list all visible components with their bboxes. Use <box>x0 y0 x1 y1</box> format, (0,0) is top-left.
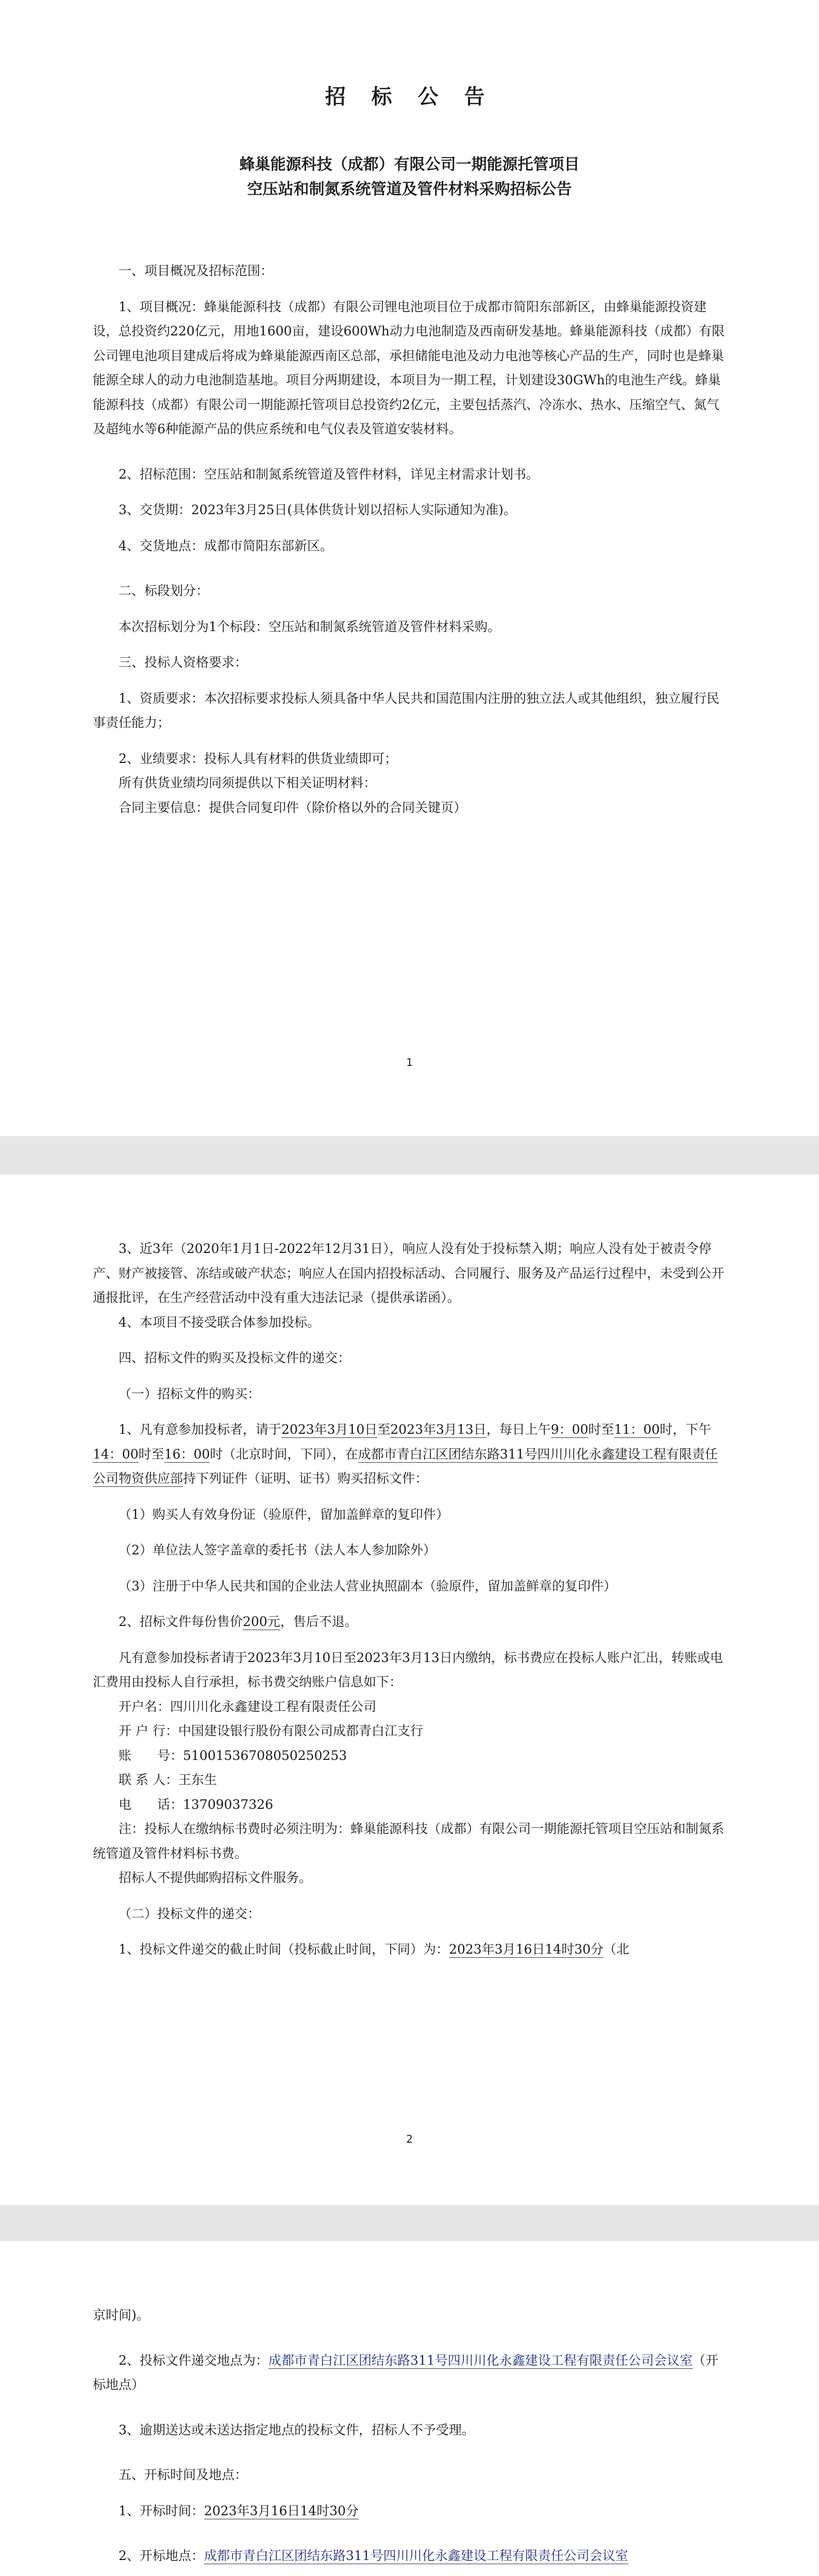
document-page-1 <box>0 0 819 1136</box>
document-title: 招 标 公 告 <box>325 84 494 109</box>
required-document-2: （2）单位法人签字盖章的委托书（法人本人参加除外） <box>119 1543 436 1557</box>
subsection-purchase-heading: （一）招标文件的购买： <box>119 1386 261 1401</box>
section-3-heading: 三、投标人资格要求： <box>119 655 248 670</box>
page-1-content <box>93 77 726 820</box>
compliance-requirement-paragraph: 3、近3年（2020年1月1日-2022年12月31日），响应人没有处于投标禁入期；响应人没有处于被责令停产、财产被接管、冻结或破产状态；响应人在国内招投标活动、合同履行、服务及产品运行过程中，未受到公开通报批评，在生产经营活动中没有重大违法记录（提供承诺函）。 <box>93 1241 725 1305</box>
document-page-3 <box>0 2241 819 2576</box>
lot-division-paragraph: 本次招标划分为1个标段：空压站和制氮系统管道及管件材料采购。 <box>119 619 500 634</box>
subsection-submission-heading: （二）投标文件的递交： <box>119 1906 261 1921</box>
section-2-heading: 二、标段划分： <box>119 583 209 598</box>
contact-line: 联 系 人：王东生 <box>119 1772 217 1787</box>
page-number-1: 1 <box>406 1056 413 1069</box>
section-5-heading: 五、开标时间及地点： <box>119 2467 248 2482</box>
submission-deadline-paragraph: 1、投标文件递交的截止时间（投标截止时间，下同）为：2023年3月16日14时30分（北 <box>119 1942 629 1957</box>
bank-line: 开 户 行：中国建设银行股份有限公司成都青白江支行 <box>119 1723 423 1738</box>
no-consortium-paragraph: 4、本项目不接受联合体参加投标。 <box>119 1314 320 1330</box>
contract-info-paragraph: 合同主要信息：提供合同复印件（除价格以外的合同关键页） <box>119 800 467 815</box>
section-1-heading: 一、项目概况及招标范围： <box>119 263 274 278</box>
delivery-location-paragraph: 4、交货地点：成都市简阳东部新区。 <box>119 538 333 553</box>
tender-scope-paragraph: 2、招标范围：空压站和制氮系统管道及管件材料，详见主材需求计划书。 <box>119 466 539 482</box>
no-mail-order-paragraph: 招标人不提供邮购招标文件服务。 <box>119 1870 312 1885</box>
account-name-line: 开户名：四川川化永鑫建设工程有限责任公司 <box>119 1699 377 1714</box>
late-submission-paragraph: 3、逾期送达或未送达指定地点的投标文件，招标人不予受理。 <box>119 2422 475 2437</box>
required-document-1: （1）购买人有效身份证（验原件，留加盖鲜章的复印件） <box>119 1506 449 1522</box>
opening-time-paragraph: 1、开标时间：2023年3月16日14时30分 <box>119 2503 359 2518</box>
opening-location-paragraph: 2、开标地点：成都市青白江区团结东路311号四川川化永鑫建设工程有限责任公司会议室 <box>119 2548 628 2563</box>
fee-note-paragraph: 注：投标人在缴纳标书费时必须注明为：蜂巢能源科技（成都）有限公司一期能源托管项目空压站和制氮系统管道及管件材料标书费。 <box>93 1821 725 1861</box>
section-4-heading: 四、招标文件的购买及投标文件的递交： <box>119 1350 351 1365</box>
page-3-content <box>93 2303 726 2576</box>
delivery-period-paragraph: 3、交货期：2023年3月25日(具体供货计划以招标人实际通知为准)。 <box>119 502 516 517</box>
purchase-time-paragraph: 1、凡有意参加投标者，请于2023年3月10日至2023年3月13日，每日上午9：00时至11：00时，下午14：00时至16：00时（北京时间，下同），在成都市青白江区团结东路311号四川川化永鑫建设工程有限责任公司物资供应部持下列证件（证明、证书）购买招标文件： <box>93 1422 718 1486</box>
page-number-2: 2 <box>406 2133 413 2145</box>
submission-deadline-continued: 京时间)。 <box>93 2308 149 2323</box>
submission-location-paragraph: 2、投标文件递交地点为：成都市青白江区团结东路311号四川川化永鑫建设工程有限责任公司会议室（开标地点） <box>93 2352 718 2392</box>
document-fee-paragraph: 2、招标文件每份售价200元，售后不退。 <box>119 1614 358 1629</box>
page-2-content <box>93 1236 726 1962</box>
performance-requirement-paragraph: 2、业绩要求：投标人具有材料的供货业绩即可； <box>119 751 397 766</box>
payment-instruction-paragraph: 凡有意参加投标者请于2023年3月10日至2023年3月13日内缴纳，标书费应在投标人账户汇出，转账或电汇费用由投标人自行承担，标书费交纳账户信息如下： <box>93 1650 723 1689</box>
document-page-2 <box>0 1175 819 2205</box>
project-overview-paragraph: 1、项目概况：蜂巢能源科技（成都）有限公司锂电池项目位于成都市简阳东部新区，由蜂巢能源投资建设，总投资约220亿元，用地1600亩，建设600Wh动力电池制造及西南研发基地。蜂巢能源科技（成都）有限公司锂电池项目建成后将成为蜂巢能源西南区总部，承担储能电池及动力电池等核心产品的生产，同时也是蜂巢能源全球人的动力电池制造基地。项目分两期建设，本项目为一期工程，计划建设30GWh的电池生产线。蜂巢能源科技（成都）有限公司一期能源托管项目总投资约2亿元，主要包括蒸汽、冷冻水、热水、压缩空气、氮气及超纯水等6种能源产品的供应系统和电气仪表及管道安装材料。 <box>93 299 725 436</box>
document-subtitle-line-1: 蜂巢能源科技（成都）有限公司一期能源托管项目 <box>239 156 580 174</box>
performance-proof-paragraph: 所有供货业绩均同须提供以下相关证明材料： <box>119 775 377 790</box>
required-document-3: （3）注册于中华人民共和国的企业法人营业执照副本（验原件，留加盖鲜章的复印件） <box>119 1578 616 1594</box>
document-subtitle-line-2: 空压站和制氮系统管道及管件材料采购招标公告 <box>247 180 572 198</box>
qualification-requirement-paragraph: 1、资质要求：本次招标要求投标人须具备中华人民共和国范围内注册的独立法人或其他组织，独立履行民事责任能力； <box>93 690 720 730</box>
account-number-line: 账 号：51001536708050250253 <box>119 1748 347 1763</box>
phone-line: 电 话：13709037326 <box>119 1797 273 1812</box>
